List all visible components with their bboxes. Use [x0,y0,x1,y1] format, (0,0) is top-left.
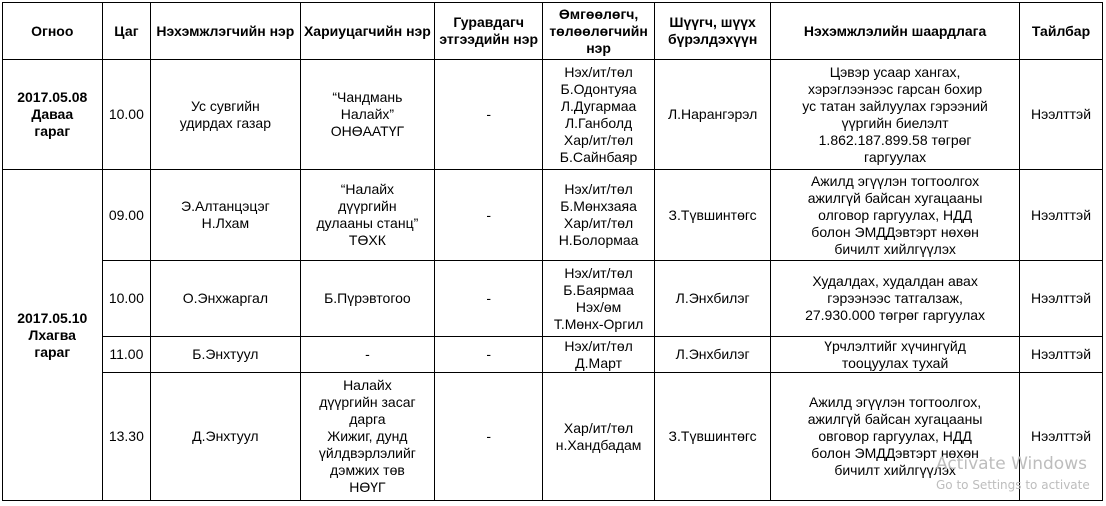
header-representative: Өмгөөлөгч, төлөөлөгчийн нэр [543,3,655,60]
judge-cell: Л.Энхбилэг [655,337,771,373]
time-cell: 09.00 [102,170,151,261]
note-cell: Нээлттэй [1019,170,1102,261]
plaintiff-cell: О.Энхжаргал [151,261,300,337]
table-row [3,373,1103,501]
date-cell: 2017.05.08 Даваа гараг [3,60,103,170]
plaintiff-cell: Д.Энхтуул [151,373,300,501]
third-party-cell: - [435,261,543,337]
claim-cell: Ажилд эгүүлэн тогтоолгох, ажилгүй байсан хугацааны овговор гаргуулах, НДД болон ЭМДДэвтэрт нөхөн бичилт хийлгүүлэх [771,373,1020,501]
header-claim: Нэхэмжлэлийн шаардлага [771,3,1020,60]
time-cell: 10.00 [102,261,151,337]
watermark-subtitle: Go to Settings to activate [936,478,1090,492]
defendant-cell: “Налайх дүүргийн дулааны станц” ТӨХК [300,170,435,261]
plaintiff-cell: Э.Алтанцэцэг Н.Лхам [151,170,300,261]
third-party-cell: - [435,337,543,373]
claim-cell: Ажилд эгүүлэн тогтоолгох ажилгүй байсан хугацааны олговор гаргуулах, НДД болон ЭМДДэвтэрт нөхөн бичилт хийлгүүлэх [771,170,1020,261]
header-row [3,3,1103,60]
claim-cell: Цэвэр усаар хангах, хэрэглээнээс гарсан бохир ус татан зайлуулах гэрээний үүргийн биелэлт 1.862.187.899.58 төгрөг гаргуулах [771,60,1020,170]
table-row [3,261,1103,337]
defendant-cell: Налайх дүүргийн засаг дарга Жижиг, дунд үйлдвэрлэлийг дэмжих төв НӨҮГ [300,373,435,501]
table-row [3,60,1103,170]
header-date: Огноо [3,3,103,60]
representative-cell: Хар/ит/төл н.Хандбадам [543,373,655,501]
time-cell: 13.30 [102,373,151,501]
note-cell: Нээлттэй [1019,261,1102,337]
defendant-cell: Б.Пүрэвтогоо [300,261,435,337]
table-row [3,337,1103,373]
header-defendant: Хариуцагчийн нэр [300,3,435,60]
judge-cell: Л.Нарангэрэл [655,60,771,170]
time-cell: 11.00 [102,337,151,373]
header-third-party: Гуравдагч этгээдийн нэр [435,3,543,60]
defendant-cell: - [300,337,435,373]
header-judge: Шүүгч, шүүх бүрэлдэхүүн [655,3,771,60]
judge-cell: Л.Энхбилэг [655,261,771,337]
representative-cell: Нэх/ит/төл Д.Март [543,337,655,373]
header-time: Цаг [102,3,151,60]
header-note: Тайлбар [1019,3,1102,60]
table-row [3,170,1103,261]
note-cell: Нээлттэй [1019,60,1102,170]
third-party-cell: - [435,170,543,261]
representative-cell: Нэх/ит/төл Б.Одонтуяа Л.Дугармаа Л.Ганболд Хар/ит/төл Б.Сайнбаяр [543,60,655,170]
court-schedule-table [2,2,1103,501]
claim-cell: Үрчлэлтийг хүчингүйд тооцуулах тухай [771,337,1020,373]
representative-cell: Нэх/ит/төл Б.Мөнхзаяа Хар/ит/төл Н.Болормаа [543,170,655,261]
plaintiff-cell: Ус сувгийн удирдах газар [151,60,300,170]
time-cell: 10.00 [102,60,151,170]
note-cell: Нээлттэй [1019,337,1102,373]
representative-cell: Нэх/ит/төл Б.Баярмаа Нэх/өм Т.Мөнх-Оргил [543,261,655,337]
defendant-cell: “Чандмань Налайх” ОНӨААТҮГ [300,60,435,170]
third-party-cell: - [435,373,543,501]
watermark-title: Activate Windows [936,454,1087,474]
header-plaintiff: Нэхэмжлэгчийн нэр [151,3,300,60]
claim-cell: Худалдах, худалдан авах гэрээнээс татгалзаж, 27.930.000 төгрөг гаргуулах [771,261,1020,337]
third-party-cell: - [435,60,543,170]
note-cell: Нээлттэй [1019,373,1102,501]
judge-cell: З.Түвшинтөгс [655,373,771,501]
judge-cell: З.Түвшинтөгс [655,170,771,261]
plaintiff-cell: Б.Энхтуул [151,337,300,373]
date-cell: 2017.05.10 Лхагва гараг [3,170,103,501]
